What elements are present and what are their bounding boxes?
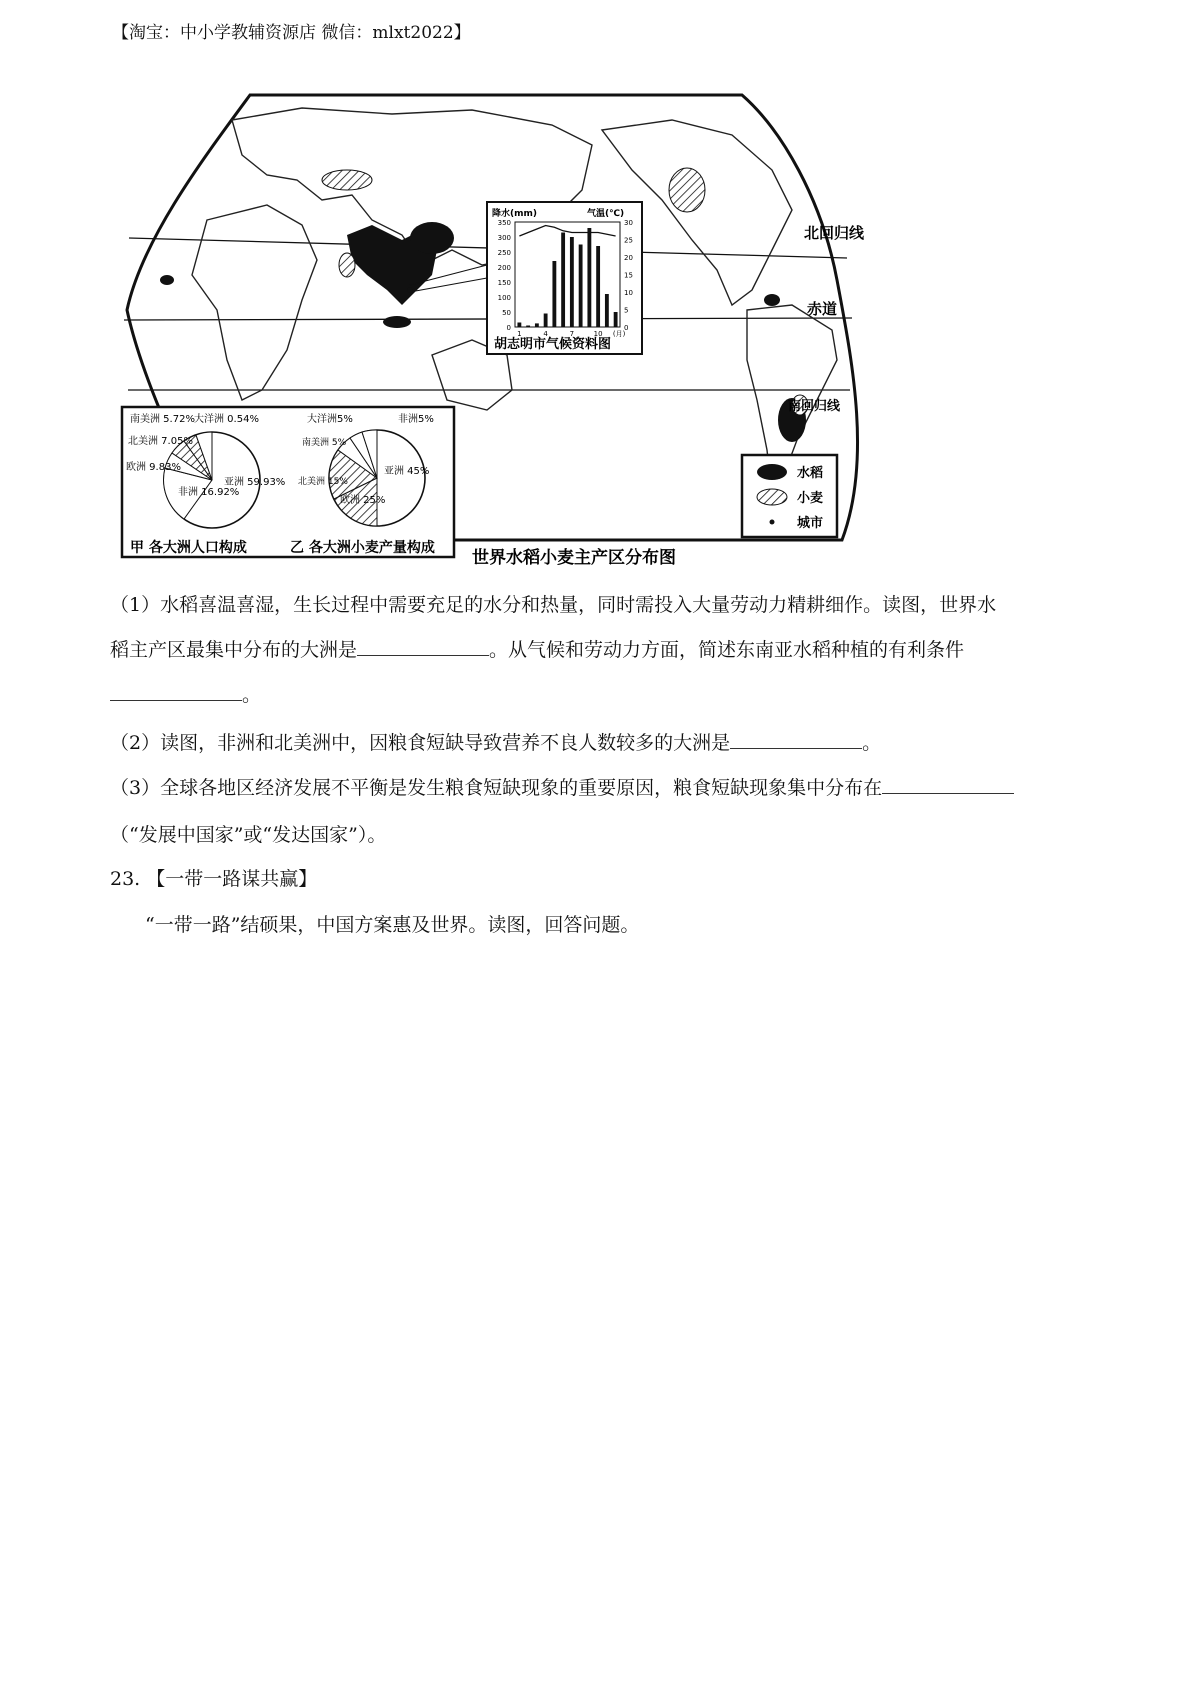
- pie-a-label-oceania: 大洋洲 0.54%: [194, 414, 259, 425]
- rice-region-china: [410, 222, 454, 254]
- precip-bar-month-3: [535, 323, 539, 327]
- month-tick-label: 10: [593, 330, 603, 338]
- precip-bar-month-12: [614, 312, 618, 327]
- temp-tick-label: 25: [624, 236, 633, 245]
- climate-chart-title: 胡志明市气候资料图: [494, 337, 612, 352]
- rice-region-indonesia: [383, 316, 411, 328]
- temp-tick-label: 5: [624, 306, 629, 315]
- pie-b-label-south-america: 南美洲 5%: [302, 438, 347, 448]
- month-tick-label: (月): [612, 330, 626, 338]
- legend-rice-label: 水稻: [797, 466, 824, 481]
- pie-b-label-africa: 非洲5%: [398, 414, 434, 425]
- q3-text: （3）全球各地区经济发展不平衡是发生粮食短缺现象的重要原因，粮食短缺现象集中分布在: [110, 777, 883, 799]
- q3-line2: （“发展中国家”或“发达国家”）。: [110, 824, 387, 846]
- precip-tick-label: 0: [506, 324, 511, 332]
- pie-a-label-north-america: 北美洲 7.05%: [128, 436, 193, 447]
- precip-tick-label: 300: [497, 234, 511, 242]
- wheat-region-south-asia: [339, 253, 355, 277]
- pie-b-caption: 乙 各大洲小麦产量构成: [290, 540, 435, 556]
- pie-b-label-europe: 欧洲 25%: [340, 495, 386, 506]
- q1-line3-text: 。: [242, 684, 262, 706]
- temp-tick-label: 30: [624, 219, 633, 227]
- pie-a-label-south-america: 南美洲 5.72%: [130, 414, 195, 425]
- temp-axis-label: 气温(℃): [587, 209, 625, 219]
- world-rice-wheat-map-figure: [126, 100, 932, 620]
- precip-bar-month-6: [561, 233, 565, 328]
- precip-tick-label: 350: [497, 219, 511, 227]
- precip-bar-month-11: [605, 294, 609, 327]
- q2-line: [110, 718, 881, 768]
- map-legend: [742, 455, 837, 537]
- precip-bar-month-5: [552, 261, 556, 327]
- precip-tick-label: 250: [497, 249, 511, 257]
- map-title: 世界水稻小麦主产区分布图: [472, 548, 676, 568]
- q1-line2-text-b: 。从气候和劳动力方面，简述东南亚水稻种植的有利条件: [489, 639, 965, 661]
- precip-bar-month-2: [526, 326, 530, 328]
- legend-rice-swatch: [757, 464, 787, 480]
- precip-tick-label: 50: [502, 309, 511, 317]
- q23-intro: “一带一路”结硕果，中国方案惠及世界。读图，回答问题。: [145, 914, 640, 936]
- rice-region-america: [764, 294, 780, 306]
- pie-a-label-europe: 欧洲 9.83%: [126, 462, 181, 473]
- equator-label: 赤道: [807, 300, 838, 318]
- temp-tick-label: 15: [624, 271, 633, 280]
- precip-bar-month-4: [544, 314, 548, 328]
- wheat-region-europe: [322, 170, 372, 190]
- pie-b-label-oceania: 大洋洲5%: [307, 414, 353, 425]
- precip-bar-month-1: [517, 323, 521, 328]
- legend-wheat-swatch: [757, 489, 787, 505]
- precip-tick-label: 100: [497, 294, 511, 302]
- temp-tick-label: 20: [624, 254, 633, 262]
- precip-tick-label: 200: [497, 264, 511, 272]
- q1-line3: [110, 670, 261, 720]
- pie-a-label-africa: 非洲 16.92%: [178, 487, 240, 498]
- tropic-south-label: 南回归线: [788, 399, 841, 414]
- pie-charts-panel: [122, 407, 454, 557]
- ho-chi-minh-city-marker: [407, 287, 413, 293]
- q1-line2-text-a: 稻主产区最集中分布的大洲是: [110, 639, 358, 661]
- month-tick-label: 7: [569, 330, 575, 338]
- q3-line1: [110, 763, 1014, 813]
- q1-blank-conditions[interactable]: [110, 680, 242, 701]
- precip-bar-month-10: [596, 246, 600, 327]
- month-tick-label: 4: [543, 330, 548, 338]
- tropic-north-label: 北回归线: [804, 224, 865, 242]
- precip-axis-label: 降水(mm): [492, 209, 537, 219]
- temp-tick-label: 10: [624, 289, 633, 297]
- q1-blank-continent[interactable]: [357, 635, 489, 656]
- q1-line1: （1）水稻喜温喜湿，生长过程中需要充足的水分和热量，同时需投入大量劳动力精耕细作。读图，世界水: [110, 594, 997, 616]
- q3-blank[interactable]: [882, 773, 1014, 794]
- climate-chart-inset: [487, 202, 642, 354]
- precip-bar-month-8: [579, 245, 583, 328]
- q23-title: 23. 【一带一路谋共赢】: [110, 868, 318, 890]
- pie-a-caption: 甲 各大洲人口构成: [130, 540, 247, 556]
- month-tick-label: 1: [517, 330, 522, 338]
- page-header: 【淘宝：中小学教辅资源店 微信：mlxt2022】: [112, 23, 471, 43]
- legend-city-label: 城市: [797, 516, 824, 531]
- pie-a-label-asia: 亚洲 59.93%: [224, 477, 286, 488]
- legend-city-swatch: [770, 520, 775, 525]
- precip-bar-month-9: [587, 228, 591, 327]
- q2-blank[interactable]: [730, 728, 862, 749]
- wheat-region-north-america: [669, 168, 705, 212]
- temp-tick-label: 0: [624, 324, 629, 332]
- precip-bar-month-7: [570, 237, 574, 327]
- rice-region-africa: [160, 275, 174, 285]
- pie-b-label-north-america: 北美洲 15%: [298, 477, 348, 487]
- q2-text-b: 。: [862, 732, 882, 754]
- q1-line2: [110, 625, 964, 675]
- precip-tick-label: 150: [497, 279, 511, 287]
- q2-text-a: （2）读图，非洲和北美洲中，因粮食短缺导致营养不良人数较多的大洲是: [110, 732, 731, 754]
- legend-wheat-label: 小麦: [797, 491, 824, 506]
- pie-b-label-asia: 亚洲 45%: [384, 466, 430, 477]
